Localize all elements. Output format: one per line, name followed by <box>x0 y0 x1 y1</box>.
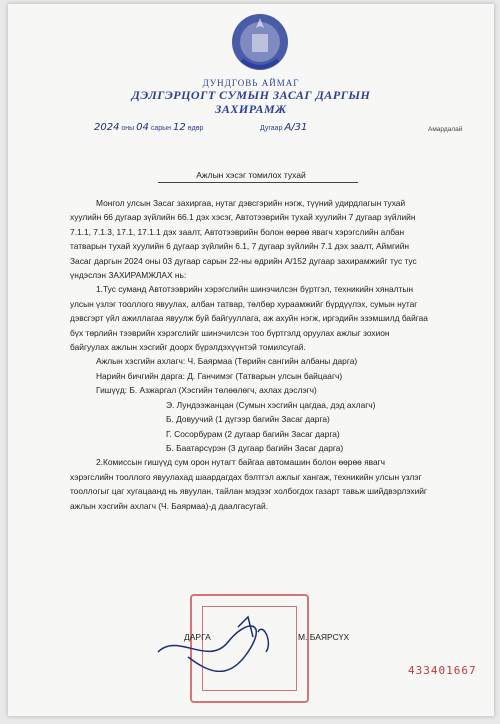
body-line: 7.1.1, 7.1.3, 17.1, 17.1.1 дэх заалт, Автотээврийн болон өөрөө явагч хэрэгслийн албан <box>70 226 405 237</box>
body-line: дэвсгэрт үйл ажиллагаа явуулж буй байгууллага, аж ахуйн нэгж, иргэдийн эзэмшилд байгаа <box>70 313 428 324</box>
body-line: үндэслэн ЗАХИРАМЖЛАХ нь: <box>70 270 187 281</box>
body-line: 2.Комиссын гишүүд сум орон нутагт байгаа автомашин болон өөрөө явагч <box>96 457 386 468</box>
document-number: А/31 <box>284 122 308 133</box>
handwritten-signature-icon <box>148 612 298 672</box>
body-line: бүх төрлийн тээврийн хэрэгслийг шинэчилсэн тоо бүртгэлд оруулах ажлыг зохион <box>70 327 390 338</box>
date-month: 04 <box>136 122 149 133</box>
member-item: Б. Довуучий (1 дүгээр багийн Засаг дарга) <box>166 414 330 425</box>
body-line: 1.Тус сумaнд Автотээврийн хэрэгслийн шинэчилсэн бүртгэл, техникийн хяналтын <box>96 284 414 295</box>
body-line: хуулийн 66 дугаар зүйлийн 66.1 дэх хэсэг, Автотээврийн тухай хуулийн 7 дугаар зүйлийн <box>70 212 416 223</box>
aimag-title: ДУНДГОВЬ АЙМАГ <box>202 78 300 88</box>
organization-title: ДЭЛГЭРЦОГТ СУМЫН ЗАСАГ ДАРГЫН <box>131 88 371 102</box>
body-line: Засаг даргын 2024 оны 03 дугаар сарын 22-ны өдрийн А/152 дугаар захирамжийг тус тус <box>70 255 417 266</box>
body-line: байгуулах ажлын хэсгийг доорх бүрэлдэхүүнтэй томилсугай. <box>70 342 306 353</box>
state-emblem-icon <box>228 10 292 78</box>
signatory-name: М. БАЯРСҮХ <box>298 632 350 642</box>
date-year-suffix: оны <box>121 125 135 132</box>
body-line: татварын тухай хуулийн 6 дугаар зүйлийн 6.1, 7 дугаар зүйлийн 7.1 дэх заалт, Аймгийн <box>70 241 410 252</box>
body-line: Монгол улсын Засаг захиргаа, нутаг дэвсгэрийн нэгж, түүний удирдлагын тухай <box>96 198 406 208</box>
date-year: 2024 <box>94 122 120 133</box>
body-line: улсын үзлэг тооллого явуулах, албан татвар, төлбөр хураамжийг бүрдүүлэх, сумын нутаг <box>70 298 418 309</box>
serial-number: 433401667 <box>408 664 477 677</box>
date-line <box>94 122 203 133</box>
document-type: ЗАХИРАМЖ <box>215 102 287 116</box>
member-item: Э. Лундээжанцан (Сумын хэсгийн цагдаа, дэд ахлагч) <box>166 399 376 410</box>
document-body <box>70 196 466 513</box>
subject-underline <box>158 182 358 183</box>
signature-title: ДАРГА <box>184 632 211 642</box>
date-day: 12 <box>172 122 186 133</box>
document-subject: Ажлын хэсэг томилох тухай <box>196 170 306 180</box>
body-line: тооллогыг цаг хугацаанд нь явуулан, тайлан мэдээг холбогдох газарт тавьж шийдвэрлэхийг <box>70 486 427 497</box>
number-line <box>260 122 307 133</box>
date-month-suffix: сарын <box>150 125 172 132</box>
number-label: Дугаар <box>260 125 283 132</box>
body-line: ажлын хэсгийн ахлагч (Ч. Баярмаа)-д даалгасугай. <box>70 500 269 511</box>
member-item: Б. Баатарсүрэн (3 дугаар багийн Засаг дарга) <box>166 442 344 453</box>
document-page <box>8 4 494 716</box>
date-day-suffix: өдөр <box>187 125 204 132</box>
place-name: Амардалай <box>428 126 463 133</box>
member-item: Г. Сосорбурам (2 дугаар багийн Засаг дарга) <box>166 428 340 439</box>
body-line: хэрэгслийн тооллого явуулахад шаардагдах бэлтгэл ажлыг хангаж, техникийн улсын үзлэг <box>70 471 422 482</box>
member-secretary: Нарийн бичгийн дарга: Д. Ганчимэг (Татварын улсын байцаагч) <box>96 370 343 381</box>
member-leader: Ажлын хэсгийн ахлагч: Ч. Баярмаа (Төрийн сангийн албаны дарга) <box>96 356 358 367</box>
members-label: Гишүүд: Б. Азжаргал (Хэсгийн төлөөлөгч, ахлах дэслэгч) <box>96 385 317 396</box>
